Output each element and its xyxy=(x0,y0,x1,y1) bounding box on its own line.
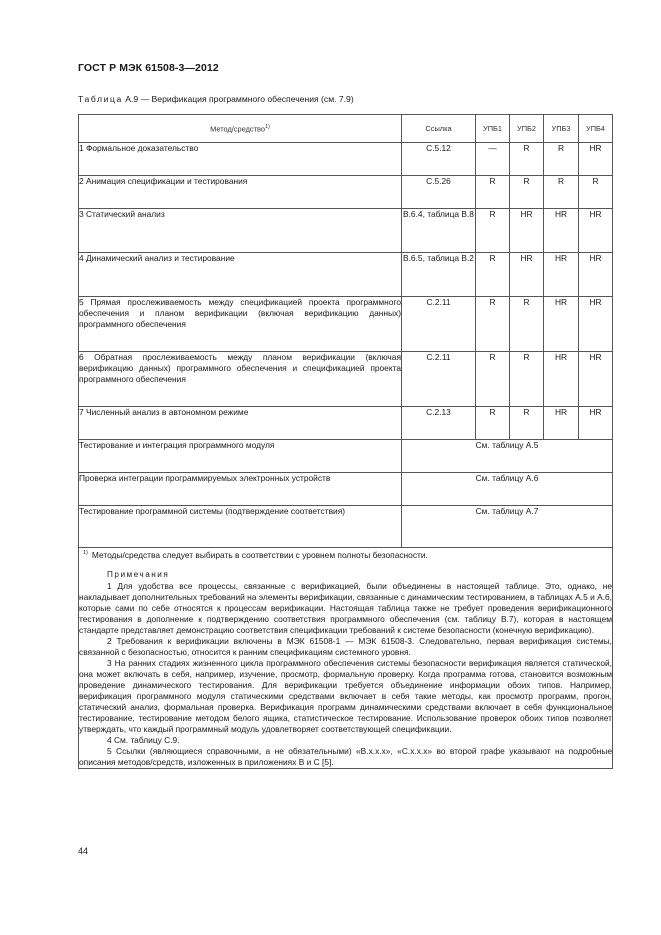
page-number: 44 xyxy=(78,846,89,856)
method-cell: 6 Обратная прослеживаемость между планом верификации (включая верификацию данных) программного обеспечения и спецификацией проекта программного обеспечения xyxy=(79,352,402,407)
method-cell: 7 Численный анализ в автономном режиме xyxy=(79,407,402,440)
sil4-cell: HR xyxy=(579,407,613,440)
sil1-cell: R xyxy=(476,176,510,209)
sil1-cell: R xyxy=(476,297,510,352)
method-cell: 5 Прямая прослеживаемость между спецификацией проекта программного обеспечения и планом верификации (включая верификацию данных) программного обеспечения xyxy=(79,297,402,352)
sil4-cell: HR xyxy=(579,352,613,407)
sil4-cell: HR xyxy=(579,143,613,176)
method-cell: 1 Формальное доказательство xyxy=(79,143,402,176)
sil3-cell: HR xyxy=(544,253,579,297)
sil4-cell: HR xyxy=(579,253,613,297)
sil2-cell: R xyxy=(510,176,544,209)
header-reference: Ссылка xyxy=(402,115,476,143)
sil1-cell: — xyxy=(476,143,510,176)
table-row xyxy=(79,176,613,209)
footnote xyxy=(79,548,612,561)
header-sil1: УПБ1 xyxy=(476,115,510,143)
reference-cell: В.6.4, таблица В.8 xyxy=(402,209,476,253)
sil3-cell: HR xyxy=(544,209,579,253)
method-cell: Проверка интеграции программируемых электронных устройств xyxy=(79,473,402,506)
reference-cell: С.5.12 xyxy=(402,143,476,176)
notes-cell xyxy=(79,548,613,769)
sil3-cell: R xyxy=(544,176,579,209)
sil2-cell: R xyxy=(510,352,544,407)
see-table-cell: См. таблицу А.7 xyxy=(402,506,613,548)
table-header-row xyxy=(79,115,613,143)
method-cell: 4 Динамический анализ и тестирование xyxy=(79,253,402,297)
note-paragraph: 4 См. таблицу С.9. xyxy=(107,734,180,745)
sil1-cell: R xyxy=(476,352,510,407)
reference-cell: В.6.5, таблица В.2 xyxy=(402,253,476,297)
sil2-cell: HR xyxy=(510,209,544,253)
table-row xyxy=(79,253,613,297)
sil1-cell: R xyxy=(476,209,510,253)
note-paragraph: 2 Требования к верификации включены в МЭК 61508-1 — МЭК 61508-3. Следовательно, первая верификация системы, связанной с безопасностью, относится к ранним спецификациям системного уровня. xyxy=(79,635,612,657)
reference-cell: С.2.13 xyxy=(402,407,476,440)
sil4-cell: R xyxy=(579,176,613,209)
sil2-cell: HR xyxy=(510,253,544,297)
table-row xyxy=(79,407,613,440)
table-caption-prefix: Таблица xyxy=(78,94,123,104)
table-row xyxy=(79,209,613,253)
document-header: ГОСТ Р МЭК 61508-3—2012 xyxy=(78,62,219,74)
sil4-cell: HR xyxy=(579,209,613,253)
table-caption xyxy=(78,94,354,104)
see-table-cell: См. таблицу А.6 xyxy=(402,473,613,506)
header-sil2: УПБ2 xyxy=(510,115,544,143)
sil2-cell: R xyxy=(510,143,544,176)
table-row xyxy=(79,352,613,407)
reference-cell: С.5.26 xyxy=(402,176,476,209)
method-cell: 2 Анимация спецификации и тестирования xyxy=(79,176,402,209)
footnote-text: Методы/средства следует выбирать в соответствии с уровнем полноты безопасности. xyxy=(91,549,428,560)
header-method: Метод/средство$^{1)}$ xyxy=(79,115,402,143)
sil4-cell: HR xyxy=(579,297,613,352)
sil3-cell: HR xyxy=(544,352,579,407)
table-caption-text: А.9 — Верификация программного обеспечения (см. 7.9) xyxy=(122,94,354,104)
footnote-mark: 1) xyxy=(83,550,88,556)
method-cell: Тестирование и интеграция программного модуля xyxy=(79,440,402,473)
sil3-cell: HR xyxy=(544,297,579,352)
note-paragraph: 3 На ранних стадиях жизненного цикла программного обеспечения системы безопасности верификация является статической, она может включать в себя, например, изучение, просмотр, формальную проверку. Когда программа готова, становится возможным проведение динамического тестирования. Для верификации требуется объединение информации обоих типов. Например, верификация программного модуля статическими средствами включает в себя такие методы, как просмотр программ, прогон, статический анализ, формальная проверка. Верификация программ динамическими средствами включает в себя функциональное тестирование, тестирование методом белого ящика, статистическое тестирование. Использование проверок обоих типов позволяет утверждать, что каждый программный модуль удовлетворяет соответствующей спецификации. xyxy=(79,657,612,734)
notes-row xyxy=(79,548,613,769)
header-footnote-mark: 1) xyxy=(264,124,270,131)
header-sil3: УПБ3 xyxy=(544,115,579,143)
table-span-row xyxy=(79,440,613,473)
reference-cell: С.2.11 xyxy=(402,352,476,407)
verification-table xyxy=(78,114,613,769)
note-paragraph: 1 Для удобства все процессы, связанные с верификацией, были объединены в настоящей таблице. Это, однако, не накладывает дополнительных требований на элементы верификации, связанные с динамическим тестированием, в таблицах А.5 и А.6, которые сами по себе относятся к процессам верификации. Настоящая таблица также не требует проведения верификационного тестирования в дополнение к подтверждению соответствия программного обеспечения (см. таблицу В.7), которая в настоящем стандарте представляет демонстрацию соответствия спецификации требований к системе безопасности (конечную верификацию). xyxy=(79,580,612,635)
header-sil4: УПБ4 xyxy=(579,115,613,143)
method-cell: Тестирование программной системы (подтверждение соответствия) xyxy=(79,506,402,548)
table-row xyxy=(79,143,613,176)
table-row xyxy=(79,297,613,352)
see-table-cell: См. таблицу А.5 xyxy=(402,440,613,473)
sil3-cell: R xyxy=(544,143,579,176)
sil1-cell: R xyxy=(476,253,510,297)
note-paragraph: 5 Ссылки (являющиеся справочными, а не обязательными) «В.х.х.х», «С.х.х.х» во второй графе указывают на подробные описания методов/средств, изложенных в приложениях В и С [5]. xyxy=(79,745,612,767)
reference-cell: С.2.11 xyxy=(402,297,476,352)
sil2-cell: R xyxy=(510,297,544,352)
notes-title: Примечания xyxy=(107,569,170,579)
sil1-cell: R xyxy=(476,407,510,440)
method-cell: 3 Статический анализ xyxy=(79,209,402,253)
sil3-cell: HR xyxy=(544,407,579,440)
sil2-cell: R xyxy=(510,407,544,440)
table-span-row xyxy=(79,506,613,548)
table-span-row xyxy=(79,473,613,506)
